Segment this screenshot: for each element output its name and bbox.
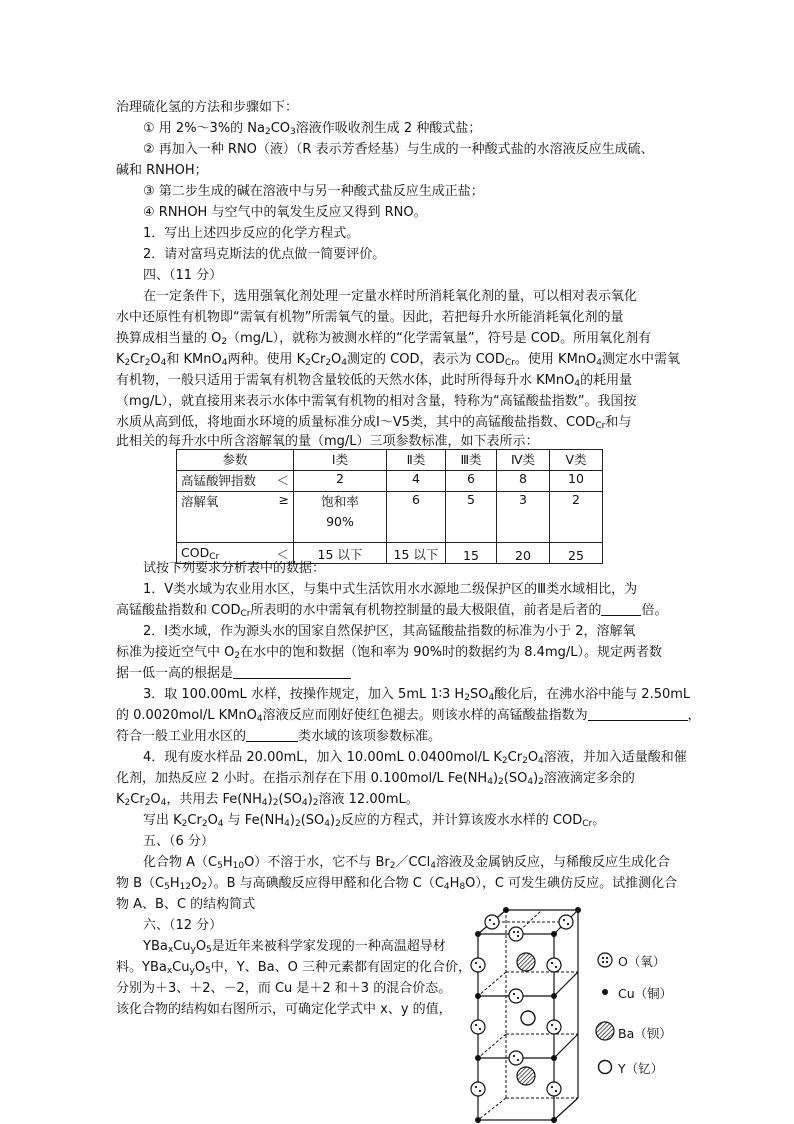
o-atom [471,1082,485,1096]
table-cell: 6 [387,492,446,543]
table-header-cell: 参数 [177,450,294,471]
text-line: （mg/L），就直接用来表示水体中需氧有机物的相对含量，特称为“高锰酸盐指数”。我国按 [116,394,637,409]
text-segment: 物 B（C [116,876,165,891]
subscript: y [190,945,196,955]
text-segment: H [449,876,460,891]
text-line: 1．写出上述四步反应的化学方程式。 [143,226,360,241]
text-line: ④ RNHOH 与空气中的氧发生反应又得到 RNO。 [143,205,427,220]
y-atom [521,1011,535,1025]
text-segment: K [116,352,125,367]
subscript: 2 [234,651,241,661]
table-row [177,471,603,492]
cu-atom [551,931,557,937]
text-segment: 测定的 COD，表示为 COD [347,352,505,367]
text-segment: Cr [310,352,326,367]
text-segment: CO [270,121,291,136]
text-segment: 测定水中需氧 [602,352,681,367]
text-line [116,790,419,810]
answer-blank[interactable] [233,664,351,679]
subscript: 2 [538,777,544,787]
table-header-cell: Ⅰ类 [294,450,387,471]
parameter-table [176,449,603,564]
text-line: ② 再加入一种 RNO（液）（R 表示芳香烃基）与生成的一种酸式盐的水溶液反应生成硫、 [143,142,654,157]
row-label-text: 溶解氧 [181,494,219,509]
text-segment: 的 0.0020mol/L KMnO [116,708,257,723]
o-atom [471,1020,485,1034]
text-segment: SO [469,687,489,702]
subscript: 4 [538,756,544,766]
text-segment: 。 [592,813,606,828]
cu-atom [551,1117,557,1123]
text-segment: 酸化后，在沸水浴中能与 2.50mL [494,687,691,702]
text-segment: 写出 K [143,813,182,828]
o-atom [471,958,485,972]
subscript: Cr [504,358,515,368]
text-line [116,643,662,663]
text-segment: ) [267,792,273,807]
text-segment: 化剂，加热反应 2 小时。在指示剂存在下用 0.100mol/L Fe(NH [116,771,488,786]
subscript: Cr [240,609,251,619]
subscript: 2 [124,798,131,808]
text-line: 在一定条件下，选用强氧化剂处理一定量水样时所消耗氧化剂的量，可以相对表示氧化 [143,289,638,304]
text-segment: Cr [187,813,202,828]
crystal-structure-diagram [466,902,586,1124]
cu-atom [551,1055,557,1061]
table-cell: 2 [294,471,387,492]
table-header-cell: Ⅲ类 [446,450,497,471]
text-segment: 化合物 A（C [143,855,218,870]
subscript: 4 [217,819,224,829]
o-atom [509,1051,523,1065]
subscript: 2 [144,798,151,808]
table-cell: 15 以下 [387,543,446,564]
table-header-cell: Ⅱ类 [387,450,446,471]
subscript: 4 [324,819,330,829]
table-row-label [177,471,294,492]
table-header-cell: Ⅳ类 [497,450,550,471]
subscript: 2 [501,756,508,766]
front-face [478,934,554,1120]
text-line: 碱和 RNHOH； [116,163,208,178]
text-line [116,664,351,684]
text-segment: Cr [130,352,145,367]
subscript: 2 [325,358,332,368]
text-segment: O [191,876,202,891]
cu-atom [475,993,481,999]
text-segment: O [194,960,206,975]
text-segment: (SO [278,792,302,807]
text-line: 治理硫化氢的方法和步骤如下： [116,100,299,115]
text-segment: H [169,876,180,891]
subscript: 2 [265,127,271,137]
o-atom [547,1082,561,1096]
ba-legend-icon [595,1021,615,1041]
text-line: 此相关的每升水中所含溶解氧的量（mg/L）三项参数标准，如下表所示： [116,434,539,449]
text-segment: ， [687,708,701,723]
text-line: ③ 第二步生成的碱在溶液中与另一种酸式盐反应生成正盐； [143,184,484,199]
text-line [116,874,677,894]
subscript: 2 [305,358,311,368]
text-segment: ，共用去 Fe(NH [166,792,262,807]
text-segment: O [150,352,161,367]
subscript: x [167,945,174,955]
cu-atom [503,907,509,913]
subscript: 3 [290,127,296,137]
text-segment: 两种。使用 K [227,352,306,367]
text-line [143,937,446,957]
table-cell: 15 [446,543,497,564]
text-segment: 溶液，并加入适量酸和催 [543,750,687,765]
text-segment: 中，Y、Ba、O 三种元素都有固定的化合价， [210,960,471,975]
subscript: Cr [582,819,593,829]
o-atom [547,1020,561,1034]
subscript: y [189,966,195,976]
text-segment: ／CCl [395,855,431,870]
subscript: 4 [160,798,167,808]
subscript: 5 [206,945,212,955]
text-segment: 和 KMnO [166,352,222,367]
text-segment: 溶液及金属钠反应，与稀酸反应生成化合 [435,855,670,870]
subscript: 2 [312,798,319,808]
text-segment: K [116,792,125,807]
text-segment: 在水中的饱和数据（饱和率为 90%时的数据约为 8.4mg/L）。规定两者数 [240,645,662,660]
subscript: 5 [164,882,170,892]
text-line [143,748,687,768]
row-operator: ≥ [278,492,289,507]
legend-label-ba: Ba（钡） [618,1026,672,1041]
text-segment: O）不溶于水，它不与 Br [244,855,390,870]
subscript: 4 [488,693,495,703]
cu-atom [475,931,481,937]
text-segment: 水质从高到低，将地面水环境的质量标准分成Ⅰ～Ⅴ5类，其中的高锰酸盐指数、COD [116,415,596,430]
subscript: 4 [487,777,493,787]
cu-legend-icon [601,988,609,996]
subscript: 4 [430,861,436,871]
text-segment: Cr [130,792,145,807]
text-line: 分别为＋3、＋2、－2，而 Cu 是＋2 和＋3 的混合价态。 [116,981,452,996]
table-cell: 3 [497,492,550,543]
subscript: 4 [443,882,450,892]
subscript: 2 [221,337,228,347]
o-atom [559,915,573,929]
subscript: 2 [181,819,188,829]
subscript: 4 [284,819,290,829]
text-line [116,329,651,349]
text-line: 1．Ⅴ类水域为农业用水区，与集中式生活饮用水水源地二级保护区的Ⅲ类水域相比，为 [143,582,638,597]
text-line [143,811,605,831]
table-cell: 6 [446,471,497,492]
text-segment: Cr [507,750,523,765]
subscript: 2 [464,693,470,703]
table-cell [294,492,387,543]
subscript: 10 [232,861,245,871]
text-segment: YBa [143,939,168,954]
cell-line: 90% [326,514,354,529]
text-segment: 换算成相当量的 O [116,331,222,346]
text-line [116,601,667,621]
text-segment: ) [307,792,313,807]
text-segment: O [195,939,207,954]
subscript: 2 [294,819,301,829]
text-line: 该化合物的结构如右图所示，可确定化学式中 x、y 的值， [116,1002,452,1017]
text-segment: 有机物，一般只适用于需氧有机物含量较低的天然水体，此时所得每升水 KMnO [116,373,575,388]
text-segment: 反应的方程式，并计算该废水水样的 COD [340,813,583,828]
table-header-row [177,450,603,471]
text-line [116,727,441,747]
subscript: 5 [205,966,211,976]
table-cell: 15 以下 [294,543,387,564]
table-cell: 2 [550,492,603,543]
subscript: 4 [596,358,602,368]
table-cell: 4 [387,471,446,492]
text-line [143,853,670,873]
subscript: 2 [124,358,131,368]
section-heading: 四、（11 分） [143,268,223,283]
subscript: 12 [179,882,192,892]
legend-label-cu: Cu（铜） [618,986,673,1001]
row-operator: ＜ [276,473,289,488]
o-atom [547,958,561,972]
row-operator: ＜ [276,547,289,562]
text-segment: 溶液反应而刚好使红色褪去。则该水样的高锰酸盐指数为 [262,708,588,723]
subscript: 2 [522,756,528,766]
subscript: 4 [527,777,534,787]
text-segment: 倍。 [641,603,668,618]
text-line: 物 A、B、C 的结构简式 [116,897,256,912]
answer-blank[interactable] [246,727,298,742]
subscript: 4 [301,798,308,808]
o-atom [509,989,523,1003]
table-cell: 25 [550,543,603,564]
text-segment: 的耗用量 [580,373,633,388]
subscript: 4 [221,358,228,368]
legend-label-y: Y（钇） [618,1061,664,1076]
y-legend-icon [597,1059,613,1075]
text-segment: H [222,855,233,870]
answer-blank[interactable] [601,601,641,616]
text-line: 2．请对富玛克斯法的优点做一简要评价。 [143,247,386,262]
text-line [116,958,471,978]
cu-atom [551,993,557,999]
text-line [116,371,632,391]
text-segment: 溶液 12.00mL。 [318,792,419,807]
text-segment: ) [492,771,499,786]
text-segment: ）。B 与高碘酸反应得甲醛和化合物 C（C [207,876,444,891]
text-segment: 类水域的该项参数标准。 [298,729,442,744]
text-segment: 与 Fe(NH [223,813,285,828]
o-atom [509,927,523,941]
text-segment: ) [329,813,336,828]
text-segment: ) [289,813,295,828]
text-segment: 所表明的水中需氧有机物控制量的最大极限值，前者是后者的 [250,603,602,618]
ba-atom [517,953,535,971]
subscript: 2 [201,882,208,892]
section-heading: 六、（12 分） [143,918,223,933]
text-segment: ① 用 2%～3%的 Na [143,121,265,136]
table-cell: 5 [446,492,497,543]
subscript: Cr [209,552,220,562]
text-segment: 据一低一高的根据是 [116,666,234,681]
subscript: 5 [217,861,223,871]
text-segment: 是近年来被科学家发现的一种高温超导材 [211,939,446,954]
table-cell: 20 [497,543,550,564]
text-segment: 4．现有废水样品 20.00mL，加入 10.00mL 0.0400mol/L K [143,750,502,765]
text-segment: Cu [172,960,190,975]
subscript: 2 [335,819,341,829]
text-segment: O），C 可发生碘仿反应。试推测化合 [465,876,678,891]
subscript: 2 [498,777,504,787]
subscript: 4 [160,358,167,368]
text-segment: ) [533,771,539,786]
table-row [177,492,603,543]
text-segment: O [331,352,342,367]
text-segment: O [150,792,161,807]
text-segment: 符合一般工业用水区的 [116,729,247,744]
text-segment: (SO [300,813,325,828]
text-segment: 。使用 KMnO [514,352,597,367]
table-cell: 8 [497,471,550,492]
text-line [116,769,635,789]
subscript: 8 [459,882,466,892]
text-segment: 和与 [605,415,632,430]
cell-line: 饱和率 [321,494,359,509]
answer-blank[interactable] [588,706,688,721]
text-line [116,413,631,433]
text-segment: 溶液滴定多余的 [543,771,635,786]
text-line: 2．Ⅰ类水域，作为源头水的国家自然保护区，其高锰酸盐指数的标准为小于 2，溶解氧 [143,624,636,639]
text-segment: （mg/L），就称为被测水样的“化学需氧量”，符号是 COD。所用氧化剂有 [227,331,652,346]
section-heading: 五、（6 分） [143,834,214,849]
text-line: 水中还原性有机物即“需氧有机物”所需氧气的量。因此，若把每升水所能消耗氧化剂的量 [116,310,624,325]
text-segment: 3．取 100.00mL 水样，按操作规定，加入 5mL 1∶3 H [143,687,465,702]
cu-atom [475,1055,481,1061]
text-segment: O [207,813,218,828]
cu-atom [575,907,581,913]
subscript: 4 [341,358,348,368]
subscript: 2 [389,861,396,871]
text-segment: (SO [503,771,528,786]
text-segment: O [527,750,539,765]
table-header-cell: Ⅴ类 [550,450,603,471]
table-row-label [177,492,294,543]
o-legend-icon [597,952,613,968]
text-segment: 标准为接近空气中 O [116,645,235,660]
subscript: x [166,966,173,976]
subscript: 4 [256,714,263,724]
row-label-text: 高锰酸钾指数 [181,473,257,488]
row-label-text: COD [181,545,210,560]
text-line [116,350,680,370]
text-segment: 高锰酸盐指数和 COD [116,603,241,618]
subscript: Cr [595,421,606,431]
legend-label-o: O（氧） [618,954,666,969]
subscript: 4 [574,379,581,389]
text-line [143,119,481,139]
o-atom [485,915,499,929]
text-segment: 料。YBa [116,960,167,975]
subscript: 2 [144,358,151,368]
ba-atom [517,1067,535,1085]
text-line [116,706,701,726]
text-line: 试按下列要求分析表中的数据： [143,561,326,576]
text-segment: 溶液作吸收剂生成 2 种酸式盐； [295,121,482,136]
subscript: 2 [272,798,279,808]
subscript: 4 [261,798,268,808]
text-segment: Cu [173,939,191,954]
table-cell: 10 [550,471,603,492]
cu-atom [475,1117,481,1123]
text-line [143,685,690,705]
subscript: 2 [201,819,208,829]
